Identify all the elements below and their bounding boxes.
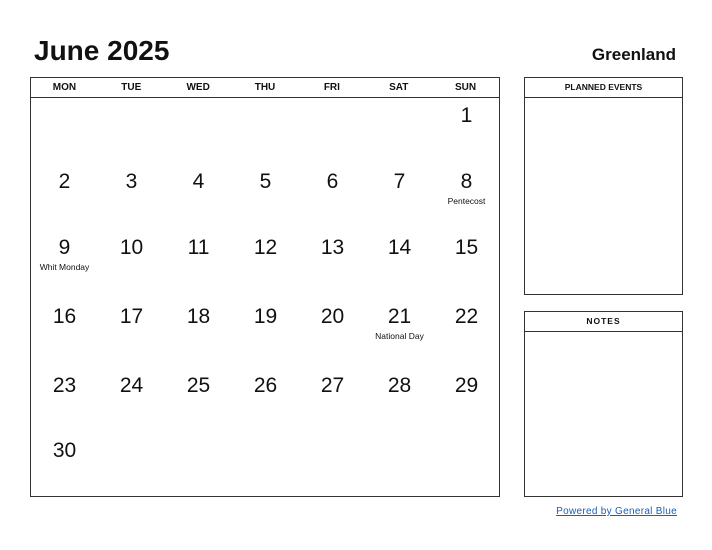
day-number: 28 — [387, 374, 412, 397]
day-number: 16 — [52, 305, 77, 328]
day-cell — [433, 305, 500, 329]
weekday-header — [31, 78, 499, 98]
day-cell — [433, 236, 500, 260]
day-cell — [433, 374, 500, 398]
day-number: 21 — [387, 305, 412, 328]
notes-box — [524, 311, 683, 497]
day-cell — [98, 236, 165, 260]
day-cell — [31, 439, 98, 463]
calendar-days — [31, 98, 499, 497]
day-number: 20 — [320, 305, 345, 328]
day-cell — [232, 305, 299, 329]
day-cell — [98, 305, 165, 329]
day-number: 22 — [454, 305, 479, 328]
day-cell — [165, 170, 232, 194]
day-cell — [433, 170, 500, 207]
day-number: 13 — [320, 236, 345, 259]
day-number: 8 — [460, 170, 473, 193]
notes-header: NOTES — [525, 312, 682, 332]
day-number: 2 — [58, 170, 71, 193]
day-cell — [165, 236, 232, 260]
day-number: 5 — [259, 170, 272, 193]
holiday-label: National Day — [375, 331, 424, 341]
day-cell — [366, 305, 433, 342]
holiday-label: Whit Monday — [39, 262, 90, 272]
day-number: 30 — [52, 439, 77, 462]
day-cell — [299, 236, 366, 260]
day-cell — [31, 305, 98, 329]
weekday-label: MON — [52, 82, 77, 93]
powered-by-link[interactable]: Powered by General Blue — [556, 506, 677, 517]
holiday-label: Pentecost — [447, 196, 486, 206]
day-number: 6 — [326, 170, 339, 193]
calendar-grid — [30, 77, 500, 497]
day-cell — [165, 305, 232, 329]
day-number: 12 — [253, 236, 278, 259]
day-number: 10 — [119, 236, 144, 259]
day-number: 24 — [119, 374, 144, 397]
day-number: 18 — [186, 305, 211, 328]
day-cell — [98, 170, 165, 194]
day-number: 9 — [58, 236, 71, 259]
day-cell — [31, 236, 98, 273]
day-cell — [366, 374, 433, 398]
day-cell — [299, 374, 366, 398]
day-cell — [366, 236, 433, 260]
planned-events-header: PLANNED EVENTS — [525, 78, 682, 98]
weekday-label: SUN — [455, 82, 477, 93]
day-number: 19 — [253, 305, 278, 328]
day-cell — [232, 236, 299, 260]
day-cell — [366, 170, 433, 194]
weekday-label: TUE — [121, 82, 142, 93]
day-cell — [98, 374, 165, 398]
day-number: 29 — [454, 374, 479, 397]
day-cell — [232, 170, 299, 194]
weekday-label: WED — [186, 82, 210, 93]
day-number: 3 — [125, 170, 138, 193]
day-cell — [433, 104, 500, 128]
day-cell — [299, 170, 366, 194]
weekday-label: FRI — [323, 82, 340, 93]
day-cell — [31, 374, 98, 398]
day-number: 17 — [119, 305, 144, 328]
day-number: 27 — [320, 374, 345, 397]
country-label: Greenland — [591, 45, 676, 64]
day-cell — [165, 374, 232, 398]
day-cell — [299, 305, 366, 329]
day-number: 11 — [187, 236, 210, 259]
day-number: 26 — [253, 374, 278, 397]
day-number: 1 — [460, 104, 473, 127]
day-number: 4 — [192, 170, 205, 193]
day-number: 23 — [52, 374, 77, 397]
planned-events-box — [524, 77, 683, 295]
day-cell — [232, 374, 299, 398]
day-number: 15 — [454, 236, 479, 259]
day-number: 7 — [393, 170, 406, 193]
weekday-label: THU — [254, 82, 276, 93]
weekday-label: SAT — [389, 82, 409, 93]
page-title: June 2025 — [34, 35, 170, 66]
day-number: 25 — [186, 374, 211, 397]
day-number: 14 — [387, 236, 412, 259]
day-cell — [31, 170, 98, 194]
